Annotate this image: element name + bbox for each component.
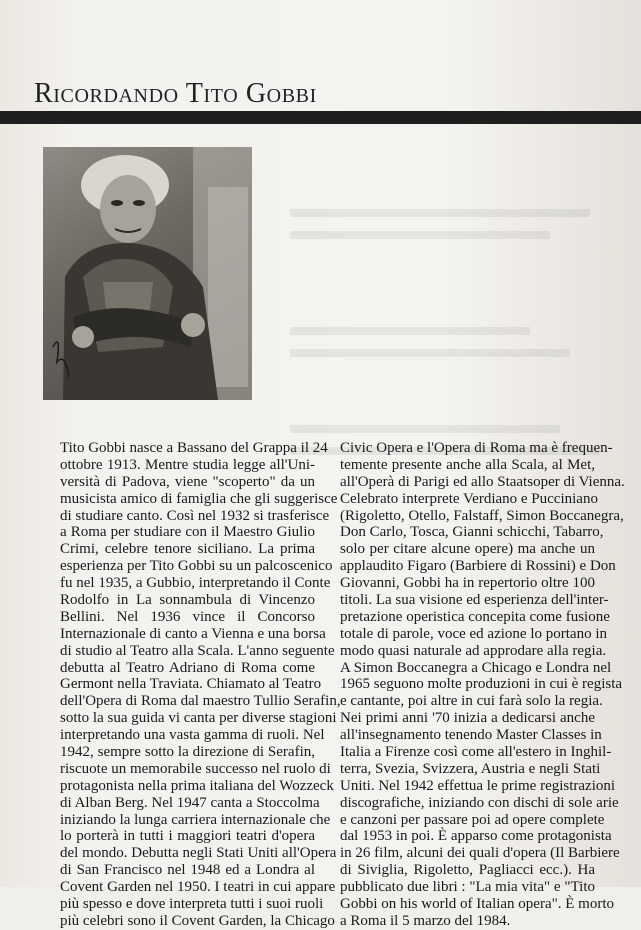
article-line: e canzoni per passare poi ad opere complete	[340, 811, 605, 828]
portrait-photo	[43, 147, 252, 400]
article-column-right	[340, 440, 625, 930]
article-line: di San Francisco nel 1948 ed a Londra al	[60, 862, 315, 879]
article-line: di studio al Teatro alla Scala. L'anno seguente	[60, 642, 335, 659]
article-line: in 26 film, alcuni dei quali d'opera (Il Barbiere	[340, 845, 620, 862]
article-line: lo porterà in tutti i maggiori teatri d'opera	[60, 828, 315, 845]
article-line: 1965 seguono molte produzioni in cui è regista	[340, 676, 623, 693]
article-line: di Alban Berg. Nel 1947 canta a Stoccolma	[60, 794, 320, 811]
article-line: A Simon Boccanegra a Chicago e Londra nel	[340, 659, 612, 676]
article-line: a Roma per studiare con il Maestro Giulio	[60, 524, 315, 541]
article-line: Crimi, celebre tenore siciliano. La prima	[60, 541, 315, 558]
title-rule	[0, 111, 641, 124]
article-line: Internazionale di canto a Vienna e una borsa	[60, 625, 326, 642]
article-line: fu nel 1935, a Gubbio, interpretando il Conte	[60, 575, 331, 592]
article-line: a Roma il 5 marzo del 1984.	[340, 912, 511, 929]
article-line: (Rigoletto, Otello, Falstaff, Simon Boccanegra,	[340, 507, 624, 524]
shadow-line	[290, 209, 590, 217]
article-line: all'Operà di Parigi ed allo Staatsoper di Vienna.	[340, 473, 625, 490]
article-line: discografiche, iniziando con dischi di sole arie	[340, 794, 619, 811]
article-line: applaudito Figaro (Barbiere di Rossini) e Don	[340, 558, 616, 575]
article-line: riscuote un memorabile successo nel ruolo di	[60, 760, 331, 777]
article-line: solo per citare alcune opere) ma anche un	[340, 541, 595, 558]
article-line: pretazione operistica concepita come fusione	[340, 608, 610, 625]
article-line: modo quasi naturale ad approdare alla regia.	[340, 642, 607, 659]
shadow-line	[290, 425, 560, 433]
article-line: di Siviglia, Rigoletto, Pagliacci ecc.). Ha	[340, 862, 595, 879]
article-line: Celebrato interprete Verdiano e Pucciniano	[340, 490, 598, 507]
article-line: Tito Gobbi nasce a Bassano del Grappa il 24	[60, 440, 328, 456]
article-line: Germont nella Traviata. Chiamato al Teatro	[60, 676, 322, 693]
article-line: terra, Svezia, Svizzera, Austria e negli Stati	[340, 760, 601, 777]
article-line: del mondo. Debutta negli Stati Uniti all'Opera	[60, 845, 337, 862]
title-text: Ricordando Tito Gobbi	[34, 78, 317, 109]
article-line: temente presente anche alla Scala, al Met,	[340, 456, 595, 473]
portrait-illustration	[43, 147, 252, 400]
article-line: esperienza per Tito Gobbi su un palcoscenico	[60, 558, 333, 575]
article-line: Covent Garden nel 1950. I teatri in cui appare	[60, 879, 336, 896]
article-line: dal 1953 in poi. È apparso come protagonista	[340, 828, 612, 845]
bleed-through-shadow	[290, 195, 620, 425]
article-line: più spesso e dove interpreta tutti i suoi ruoli	[60, 896, 324, 913]
article-line: musicista amico di famiglia che gli suggerisce	[60, 490, 338, 507]
article-line: iniziando la lunga carriera internazionale che	[60, 811, 331, 828]
article-line: Uniti. Nel 1942 effettua le prime registrazioni	[340, 777, 616, 794]
article-line: debutta al Teatro Adriano di Roma come	[60, 659, 315, 676]
article-line: Rodolfo in La sonnambula di Vincenzo	[60, 592, 315, 609]
article-line: di studiare canto. Così nel 1932 si trasferisce	[60, 507, 330, 524]
article-line: pubblicato due libri : "La mia vita" e "Tito	[340, 879, 595, 896]
article-line: Giovanni, Gobbi ha in repertorio oltre 100	[340, 575, 595, 592]
article-line: e cantante, poi altre in cui farà solo la regia.	[340, 693, 603, 710]
article-line: Bellini. Nel 1936 vince il Concorso	[60, 608, 315, 625]
article-line: Nei primi anni '70 inizia a dedicarsi anche	[340, 710, 595, 727]
article-line: versità di Padova, viene "scoperto" da un	[60, 473, 315, 490]
shadow-line	[290, 231, 550, 239]
article-line: Don Carlo, Tosca, Gianni schicchi, Tabarro,	[340, 524, 604, 541]
article-line: interpretando una vasta gamma di ruoli. Nel	[60, 727, 325, 744]
article-line: Italia a Firenze così come all'estero in Inghil-	[340, 744, 612, 761]
article-line: all'insegnamento tenendo Master Classes in	[340, 727, 602, 744]
article-line: sotto la sua guida vi canta per diverse stagioni	[60, 710, 337, 727]
article-line: 1942, sempre sotto la direzione di Serafin,	[60, 744, 315, 761]
article-line: dell'Opera di Roma dal maestro Tullio Serafin,	[60, 693, 341, 710]
article-column-left	[60, 440, 341, 930]
article-line: più celebri sono il Covent Garden, la Chicago	[60, 912, 335, 929]
article-line: Civic Opera e l'Opera di Roma ma è frequen-	[340, 440, 613, 456]
shadow-line	[290, 327, 530, 335]
article-line: Gobbi on his world of Italian opera". È morto	[340, 896, 614, 913]
article-line: titoli. La sua visione ed esperienza dell'inter-	[340, 592, 609, 609]
article-line: ottobre 1913. Mentre studia legge all'Uni-	[60, 456, 315, 473]
page-title	[34, 78, 317, 110]
shadow-line	[290, 349, 570, 357]
article-line: totale di parole, voce ed azione lo portano in	[340, 625, 607, 642]
article-line: protagonista nella prima italiana del Wozzeck	[60, 777, 334, 794]
